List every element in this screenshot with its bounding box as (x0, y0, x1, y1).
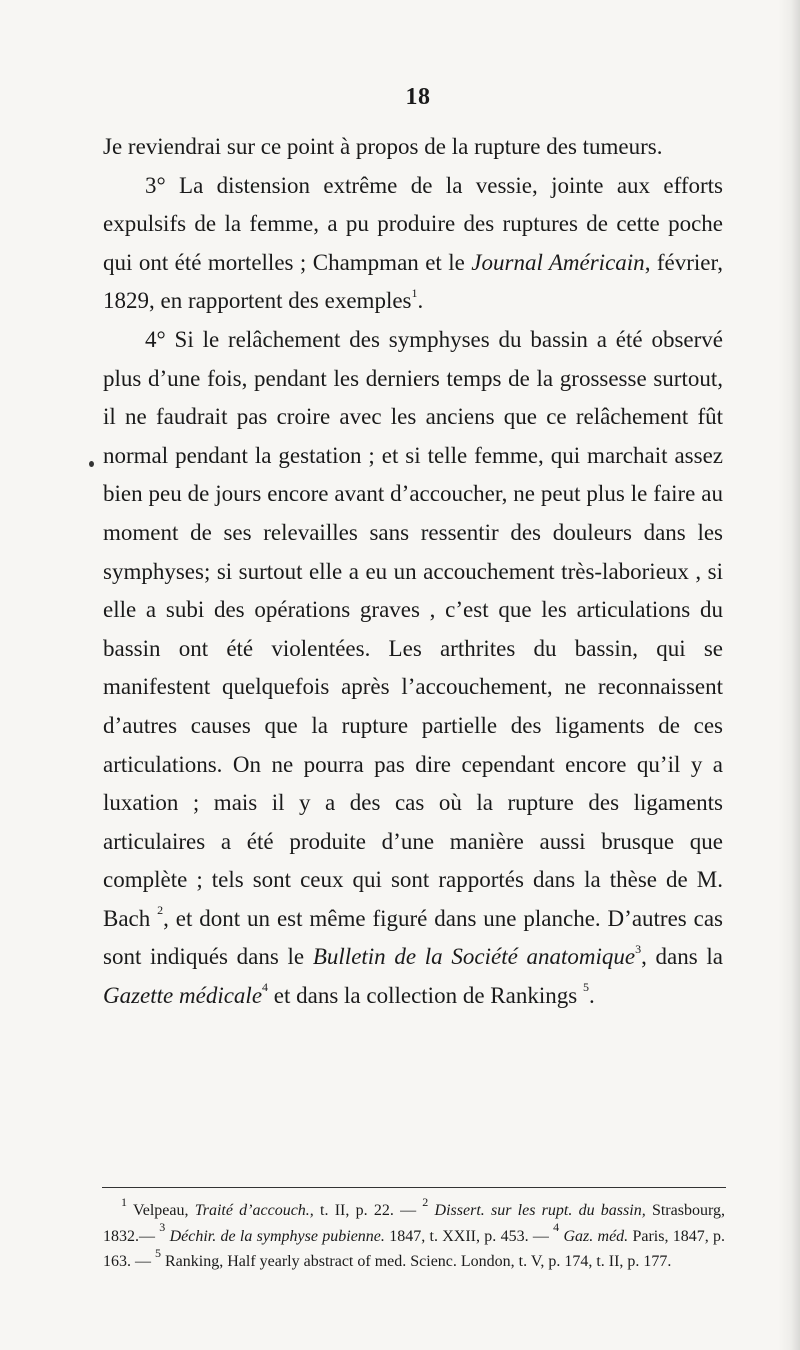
text-segment: , et dont un est même figuré dans une planche. D’autres cas sont indiqués dans le (103, 905, 723, 970)
footnote-ref: 3 (635, 941, 642, 956)
italic-text: Déchir. de la symphyse pubienne. (169, 1227, 385, 1245)
text-segment: 4° Si le relâchement des symphyses du bassin a été observé plus d’une fois, pendant les derniers temps de la grossesse surtout, il ne faudrait pas croire avec les anciens que ce relâchement fût normal pendant la gestation ; et si telle femme, qui marchait assez bien peu de jours encore avant d’accoucher, ne peut plus le faire au moment de ses relevailles sans ressentir des douleurs dans les symphyses; si surtout elle a eu un accouchement très-laborieux , si elle a subi des opérations graves , c’est que les articulations du bassin ont été violentées. Les arthrites du bassin, qui se manifestent quelquefois après l’accouchement, ne reconnaissent d’autres causes que la rupture partielle des ligaments de ces articulations. On ne pourra pas dire cependant encore qu’il y a luxation ; mais il y a des cas où la rupture des ligaments articulaires a été produite d’une manière aussi brusque que complète ; tels sont ceux qui sont rapportés dans la thèse de M. Bach (103, 326, 723, 931)
footnote-ref: 4 (262, 980, 269, 995)
text-segment: , février, 1829, en rapportent des exemples (103, 249, 723, 314)
text-segment: Velpeau, (127, 1202, 195, 1219)
footnote-paragraph (103, 1194, 726, 1275)
text-segment: Strasbourg, 1832.— (103, 1202, 725, 1245)
paragraph-p2 (103, 167, 723, 321)
text-segment: . (417, 288, 424, 314)
paragraph-p1 (103, 128, 723, 167)
footnote-ref: 2 (422, 1194, 429, 1209)
footnotes (103, 1194, 726, 1275)
text-segment: Ranking, Half yearly abstract of med. Scienc. London, t. V, p. 174, t. II, p. 177. (161, 1253, 672, 1270)
text-segment: t. II, p. 22. — (313, 1202, 423, 1219)
text-segment: , dans la (641, 944, 724, 970)
italic-text: Dissert. sur les rupt. du bassin, (434, 1202, 646, 1219)
footnote-ref: 3 (159, 1220, 166, 1235)
italic-text: Gazette médicale (103, 983, 263, 1009)
text-segment: 3° La distension extrême de la vessie, jointe aux efforts expulsifs de la femme, a pu produire des ruptures de cette poche qui ont été mortelles ; Champman et le (103, 172, 723, 275)
footnote-ref: 5 (155, 1245, 161, 1260)
page-edge-shadow (778, 0, 800, 1350)
italic-text: Traité d’accouch., (194, 1202, 314, 1219)
footnote-ref: 2 (157, 903, 164, 918)
footnote-separator (102, 1187, 726, 1188)
italic-text: Journal Américain (471, 249, 645, 275)
text-segment: . (588, 983, 595, 1009)
footnote-ref: 1 (121, 1194, 127, 1209)
text-segment: Paris, 1847, p. 163. — (103, 1227, 726, 1270)
text-segment: 1847, t. XXII, p. 453. — (384, 1227, 554, 1245)
footnote-ref: 4 (553, 1220, 560, 1235)
text-segment: et dans la collection de Rankings (268, 983, 583, 1009)
footnote-ref: 1 (411, 285, 418, 300)
page-number: 18 (405, 84, 431, 110)
italic-text: Gaz. méd. (563, 1227, 629, 1245)
text-segment: Je reviendrai sur ce point à propos de la rupture des tumeurs. (103, 134, 663, 159)
italic-text: Bulletin de la Société anatomique (312, 944, 636, 970)
margin-mark (89, 461, 94, 467)
footnote-ref: 5 (582, 980, 589, 995)
paragraph-p3 (103, 321, 723, 1016)
body-text (103, 128, 723, 1016)
